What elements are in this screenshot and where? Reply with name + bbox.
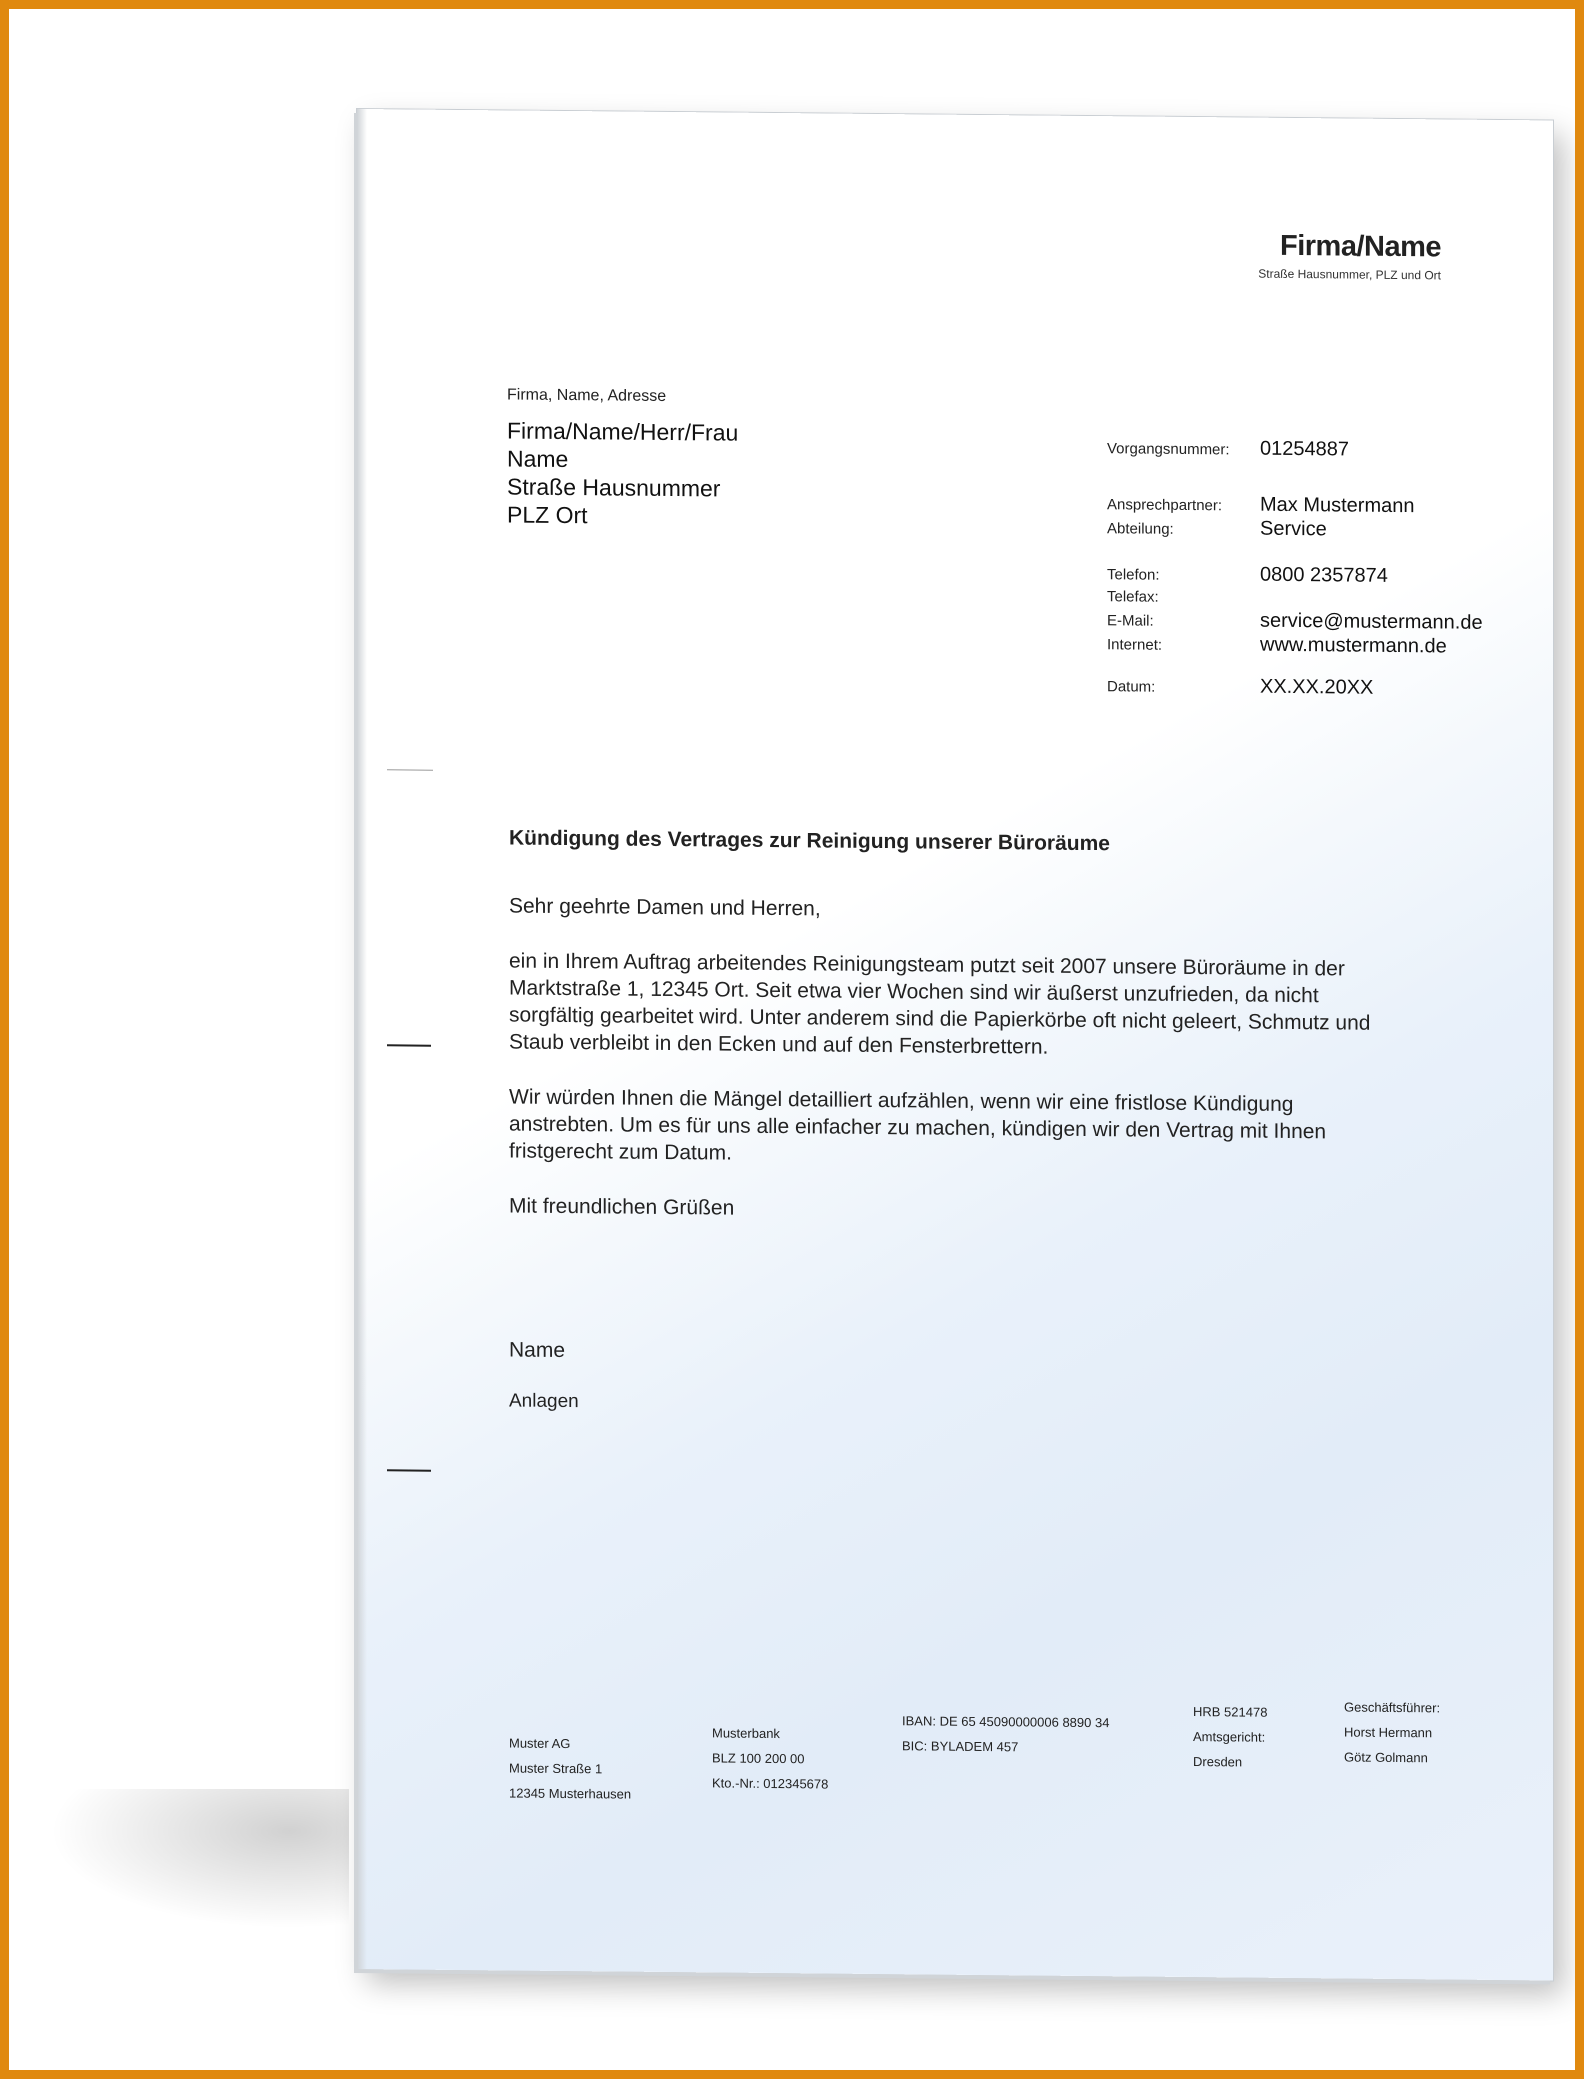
company-name: Firma/Name (1279, 229, 1441, 264)
telefax-label: Telefax: (1107, 588, 1159, 606)
footer-line: Horst Hermann (1344, 1724, 1433, 1741)
abteilung-value: Service (1260, 517, 1327, 541)
footer-register (1193, 1699, 1267, 1775)
letterhead (1258, 230, 1441, 283)
attachments-label: Anlagen (509, 1390, 579, 1413)
footer-line: 12345 Musterhausen (509, 1785, 632, 1802)
footer-line: BIC: BYLADEM 457 (902, 1738, 1019, 1755)
telefon-value: 0800 2357874 (1260, 563, 1388, 587)
email-value[interactable]: service@mustermann.de (1260, 609, 1483, 634)
paragraph-2: Wir würden Ihnen die Mängel detailliert aufzählen, wenn wir eine fristlose Kündigung anstrebten. Um es für uns alle einfacher zu machen, kündigen wir den Vertrag mit Ihnen fristgerecht zum Datum. (509, 1085, 1327, 1165)
footer-line: Amtsgericht: (1193, 1729, 1266, 1745)
recipient-line: PLZ Ort (507, 501, 588, 529)
footer-company (509, 1730, 631, 1806)
vorgangsnummer-label: Vorgangsnummer: (1107, 440, 1230, 459)
canvas (9, 9, 1575, 2070)
fold-mark-top (387, 769, 433, 770)
closing: Mit freundlichen Grüßen (509, 1194, 735, 1220)
footer-line: Muster AG (509, 1735, 571, 1752)
telefon-label: Telefon: (1107, 566, 1160, 584)
sender-line: Firma, Name, Adresse (507, 386, 667, 405)
footer-line: IBAN: DE 65 45090000006 8890 34 (902, 1713, 1110, 1731)
ansprechpartner-value: Max Mustermann (1260, 493, 1415, 518)
footer-line: Kto.-Nr.: 012345678 (712, 1775, 829, 1792)
letter-body (509, 892, 1389, 1227)
abteilung-label: Abteilung: (1107, 520, 1174, 538)
footer-management (1344, 1694, 1440, 1770)
vorgangsnummer-value: 01254887 (1260, 437, 1349, 461)
punch-mark (387, 1044, 431, 1046)
salutation: Sehr geehrte Damen und Herren, (509, 894, 821, 921)
footer-line: Musterbank (712, 1725, 780, 1742)
recipient-address (507, 416, 738, 530)
footer-iban (902, 1708, 1109, 1760)
recipient-line: Firma/Name/Herr/Frau (507, 417, 739, 446)
footer-line: Götz Golmann (1344, 1749, 1428, 1766)
footer-bank (712, 1720, 828, 1796)
footer-line: Dresden (1193, 1754, 1243, 1770)
sheet-shadow (49, 1789, 349, 1929)
recipient-line: Straße Hausnummer (507, 473, 721, 502)
company-address: Straße Hausnummer, PLZ und Ort (1258, 266, 1441, 283)
datum-value: XX.XX.20XX (1260, 675, 1374, 699)
datum-label: Datum: (1107, 678, 1156, 696)
footer-line: Geschäftsführer: (1344, 1699, 1441, 1716)
internet-label: Internet: (1107, 636, 1163, 654)
signature-name: Name (509, 1338, 566, 1362)
internet-value[interactable]: www.mustermann.de (1260, 633, 1447, 658)
footer-line: BLZ 100 200 00 (712, 1750, 805, 1767)
email-label: E-Mail: (1107, 612, 1154, 630)
sheet-edge (357, 109, 367, 1969)
recipient-line: Name (507, 445, 569, 473)
footer-line: HRB 521478 (1193, 1704, 1268, 1720)
fold-mark-bottom (387, 1469, 431, 1471)
footer-line: Muster Straße 1 (509, 1760, 603, 1777)
paragraph-1: ein in Ihrem Auftrag arbeitendes Reinigungsteam putzt seit 2007 unsere Büroräume in der Marktstraße 1, 12345 Ort. Seit etwa vier Wochen sind wir äußerst unzufrieden, da nicht sorgfältig gearbeitet wird. Unter anderem sind die Papierkörbe oft nicht geleert, Schmutz und Staub verbleibt in den Ecken und auf den Fensterbrettern. (509, 949, 1371, 1059)
ansprechpartner-label: Ansprechpartner: (1107, 496, 1223, 515)
letter-subject: Kündigung des Vertrages zur Reinigung unserer Büroräume (509, 826, 1110, 856)
letter-sheet (357, 109, 1553, 1980)
